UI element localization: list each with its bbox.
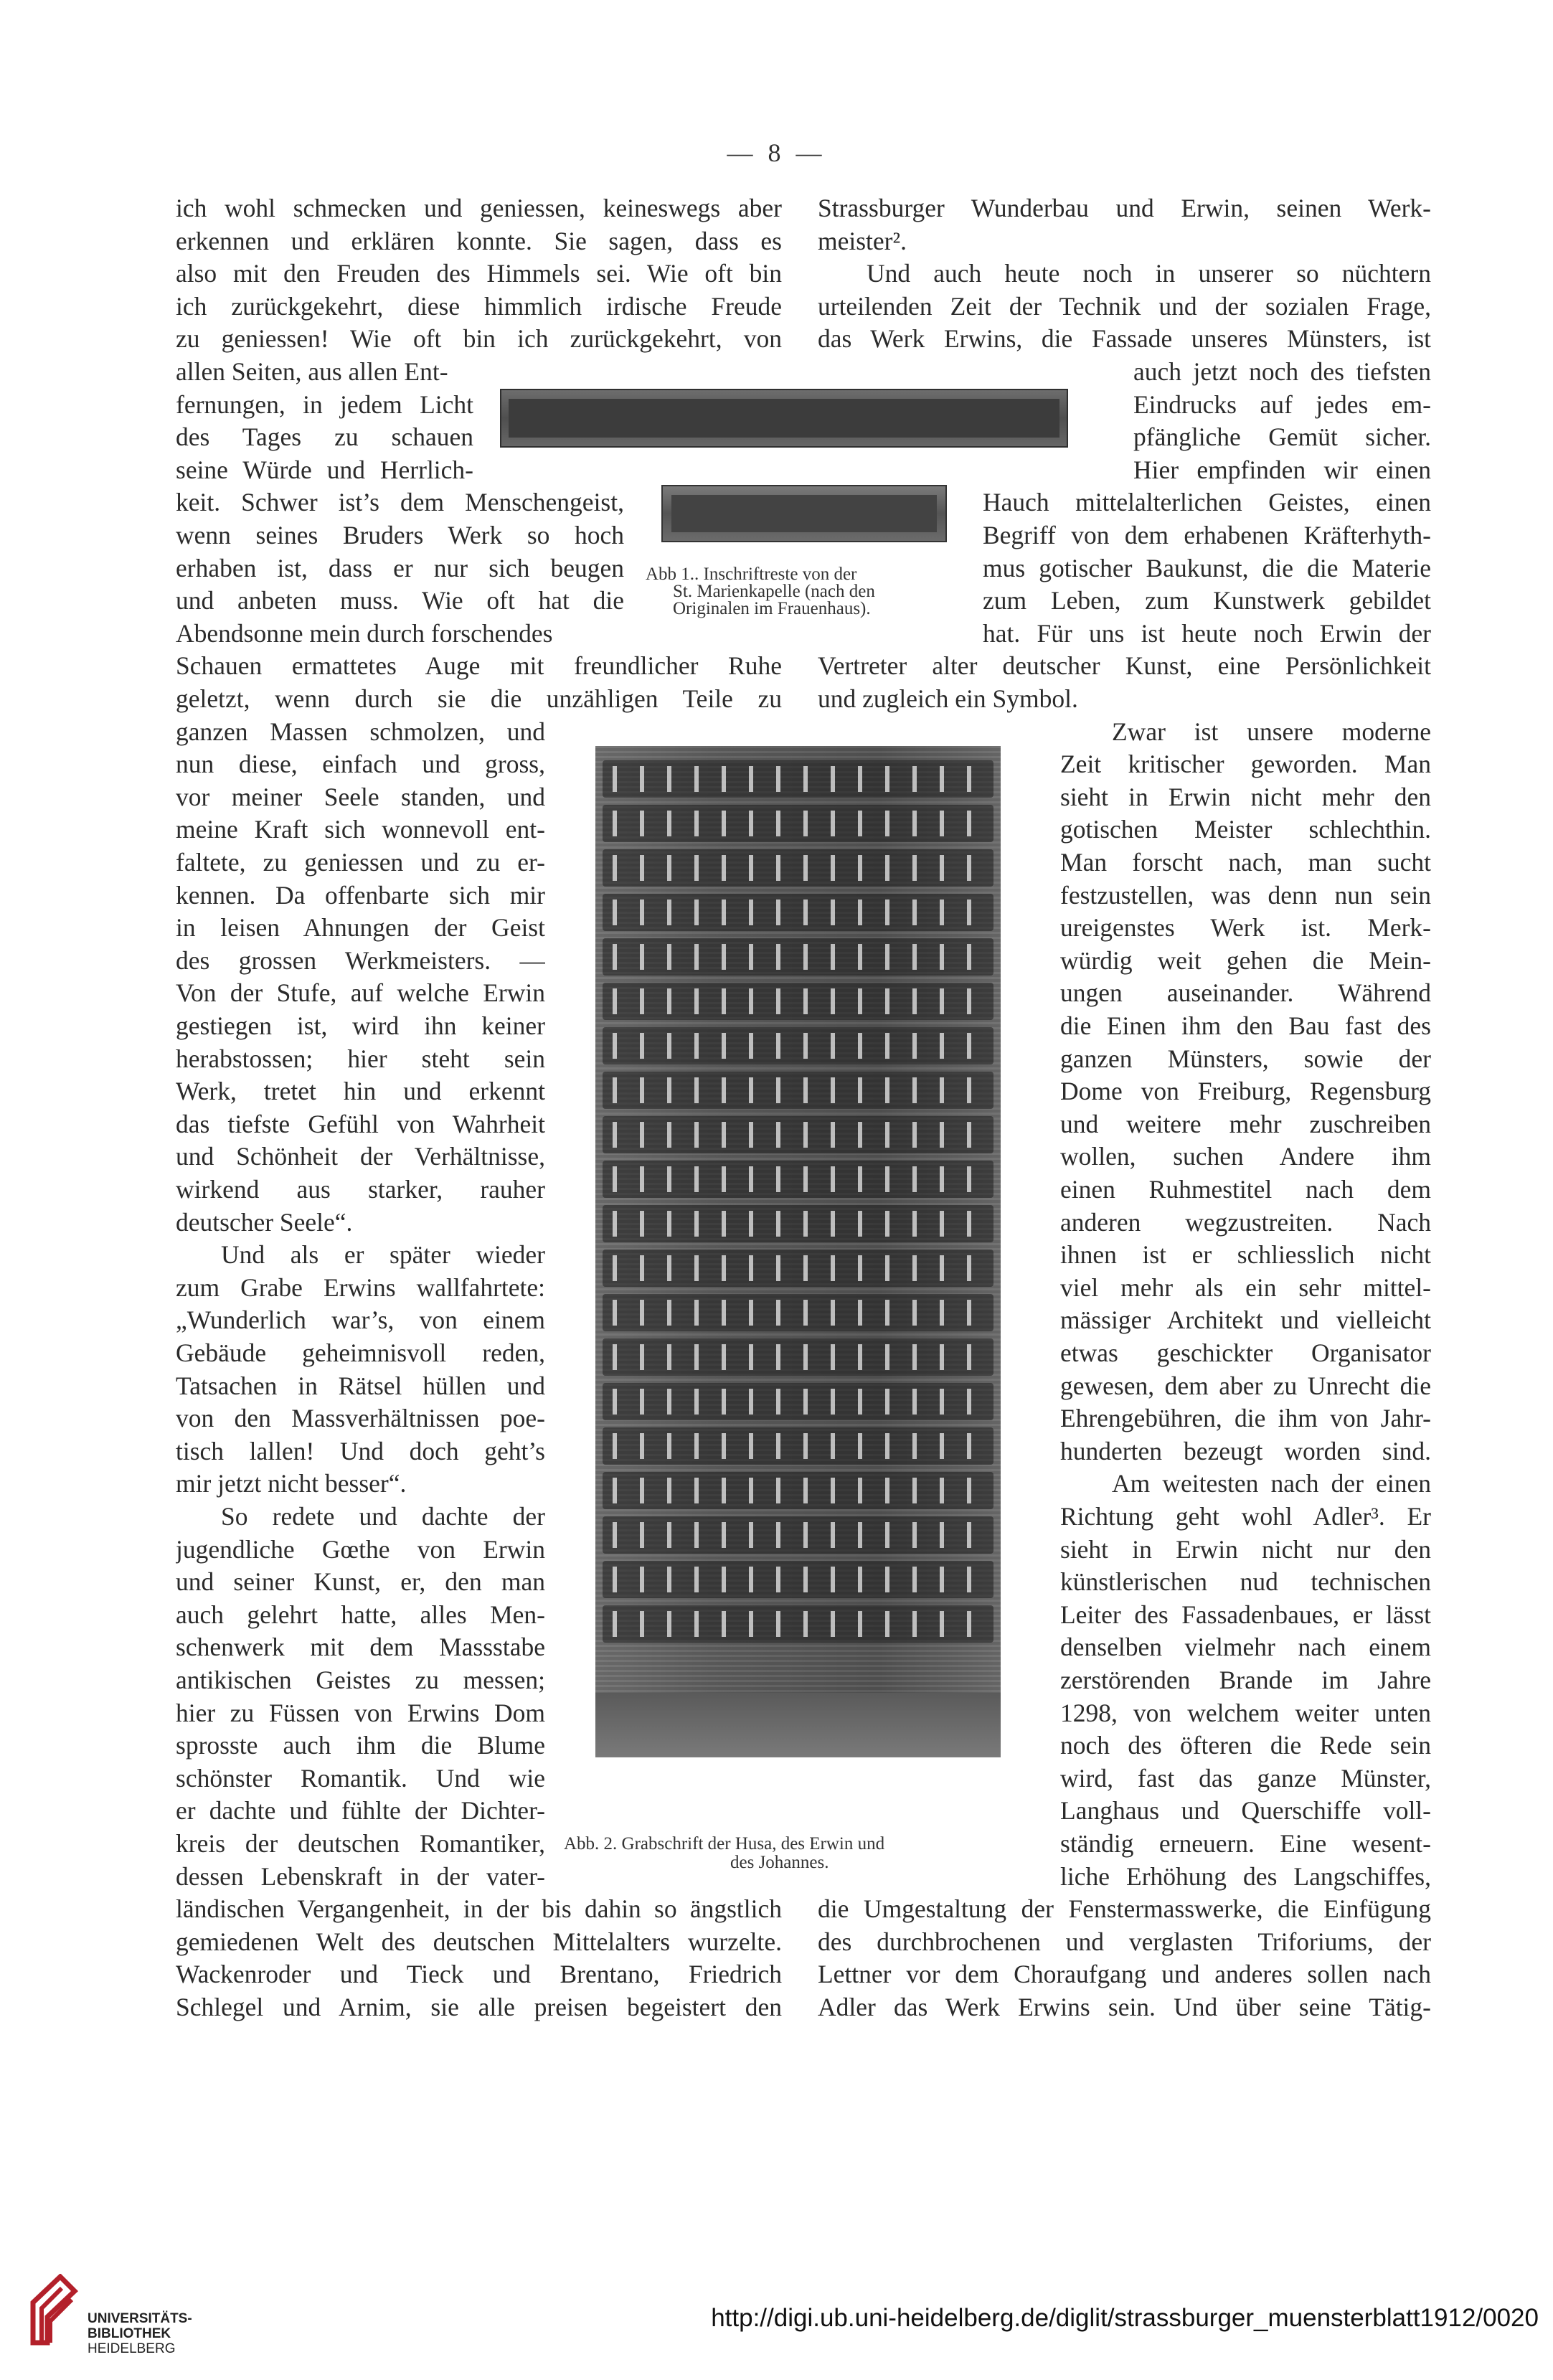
left-column-line: Werk, tretet hin und erkennt: [176, 1077, 545, 1106]
inscription-row: [603, 1205, 993, 1242]
left-column-line: in leisen Ahnungen der Geist: [176, 913, 545, 943]
left-column-line: fernungen, in jedem Licht: [176, 389, 473, 419]
left-column-line: Von der Stufe, auf welche Erwin: [176, 978, 545, 1008]
right-column-line: sieht in Erwin nicht mehr den: [1060, 782, 1431, 811]
right-column-line: die Einen ihm den Bau fast des: [1060, 1011, 1431, 1040]
right-column-line: festzustellen, was denn nun sein: [1060, 880, 1431, 910]
left-column-line: wenn seines Bruders Werk so hoch: [176, 521, 624, 549]
inscription-row: [603, 1250, 993, 1287]
left-column-line: und Schönheit der Verhältnisse,: [176, 1142, 545, 1171]
right-column-line: zum Leben, zum Kunstwerk gebildet: [983, 586, 1431, 615]
right-column-line: Dome von Freiburg, Regensburg: [1060, 1077, 1431, 1106]
right-column-line: Zeit kritischer geworden. Man: [1060, 750, 1431, 779]
right-column-line: hat. Für uns ist heute noch Erwin der: [983, 618, 1431, 648]
left-column-line: keit. Schwer ist’s dem Menschengeist,: [176, 488, 624, 517]
right-column-line: pfängliche Gemüt sicher.: [1133, 422, 1431, 452]
right-column-line: anderen wegzustreiten. Nach: [1060, 1207, 1431, 1237]
figure1-caption-line-3: Originalen im Frauenhaus).: [673, 599, 871, 618]
right-column-line: einen Ruhmestitel nach dem: [1060, 1175, 1431, 1204]
right-column-line: gewesen, dem aber zu Unrecht die: [1060, 1371, 1431, 1400]
right-column-line: ungen auseinander. Während: [1060, 978, 1431, 1008]
inscription-row: [603, 1383, 993, 1420]
right-column-line: mässiger Architekt und vielleicht: [1060, 1305, 1431, 1335]
left-column-line: herabstossen; hier steht sein: [176, 1044, 545, 1073]
right-column-line: Eindrucks auf jedes em-: [1133, 389, 1431, 419]
inscription-row: [603, 849, 993, 887]
figure2-caption-line-2: des Johannes.: [730, 1853, 829, 1872]
inscription-fragment-image-2: [661, 485, 947, 542]
left-column-line: das tiefste Gefühl von Wahrheit: [176, 1109, 545, 1138]
inscription-row: [603, 1561, 993, 1598]
inscription-row: [603, 894, 993, 931]
inscription-row: [603, 1427, 993, 1465]
right-column-line: wollen, suchen Andere ihm: [1060, 1142, 1431, 1171]
inscription-fragment-image-1: [500, 389, 1068, 448]
inscription-row: [603, 1116, 993, 1153]
right-column-line: Langhaus und Querschiffe voll-: [1060, 1796, 1431, 1826]
left-column-line: gemiedenen Welt des deutschen Mittelalters wurzelte.: [176, 1927, 782, 1956]
right-column-line: des durchbrochenen und verglasten Triforiums, der: [818, 1927, 1431, 1956]
left-column-line: von den Massverhältnissen poe-: [176, 1404, 545, 1433]
figure1-caption-line-2: St. Marienkapelle (nach den: [673, 582, 875, 601]
library-logo-icon: [29, 2274, 80, 2353]
right-column-line: meister².: [818, 226, 907, 255]
right-column-line: urteilenden Zeit der Technik und der sozialen Frage,: [818, 291, 1431, 321]
right-column-line: und weitere mehr zuschreiben: [1060, 1109, 1431, 1138]
inscription-row: [603, 760, 993, 798]
right-column-line: liche Erhöhung des Langschiffes,: [1060, 1861, 1431, 1891]
left-column-line: und seiner Kunst, er, den man: [176, 1567, 545, 1597]
right-column-line: sieht in Erwin nicht nur den: [1060, 1534, 1431, 1564]
left-column-line: wirkend aus starker, rauher: [176, 1175, 545, 1204]
left-column-line: Schlegel und Arnim, sie alle preisen begeistert den: [176, 1993, 782, 2021]
left-column-line: allen Seiten, aus allen Ent-: [176, 357, 448, 386]
inscription-row: [603, 1294, 993, 1331]
right-column-line: Vertreter alter deutscher Kunst, eine Persönlichkeit: [818, 651, 1431, 681]
right-column-line: viel mehr als ein sehr mittel-: [1060, 1272, 1431, 1302]
right-column-line: Adler das Werk Erwins sein. Und über seine Tätig-: [818, 1993, 1431, 2021]
right-column-line: noch des öfteren die Rede sein: [1060, 1731, 1431, 1760]
left-column-line: Abendsonne mein durch forschendes: [176, 618, 553, 648]
right-column-line: Man forscht nach, man sucht: [1060, 848, 1431, 877]
inscription-row: [603, 1605, 993, 1643]
right-column-line: Leiter des Fassadenbaues, er lässt: [1060, 1600, 1431, 1629]
right-column-line: mus gotischer Baukunst, die die Materie: [983, 553, 1431, 582]
right-column-line: Begriff von dem erhabenen Kräfterhyth-: [983, 521, 1431, 549]
right-column-line: ihnen ist er schliesslich nicht: [1060, 1240, 1431, 1270]
left-column-line: des grossen Werkmeisters. —: [176, 945, 545, 975]
left-column-line: erhaben ist, dass er nur sich beugen: [176, 553, 624, 582]
grave-inscription-image: [595, 746, 1001, 1757]
right-column-line: Hauch mittelalterlichen Geistes, einen: [983, 488, 1431, 517]
right-column-line: wird, fast das ganze Münster,: [1060, 1763, 1431, 1793]
left-column-line: kennen. Da offenbarte sich mir: [176, 880, 545, 910]
right-column-line: Richtung geht wohl Adler³. Er: [1060, 1502, 1431, 1531]
right-column-line: Lettner vor dem Choraufgang und anderes sollen nach: [818, 1960, 1431, 1989]
left-column-line: schönster Romantik. Und wie: [176, 1763, 545, 1793]
left-column-line: ländischen Vergangenheit, in der bis dahin so ängstlich: [176, 1894, 782, 1924]
right-column-line: und zugleich ein Symbol.: [818, 684, 1078, 713]
left-column-line: tisch lallen! Und doch geht’s: [176, 1436, 545, 1465]
right-column-line: das Werk Erwins, die Fassade unseres Münsters, ist: [818, 324, 1431, 354]
page-number: — 8 —: [727, 138, 826, 167]
library-name-line-3: HEIDELBERG: [88, 2341, 176, 2356]
right-column-line: Am weitesten nach der einen: [1112, 1469, 1431, 1498]
left-column-line: jugendliche Gœthe von Erwin: [176, 1534, 545, 1564]
inscription-row: [603, 983, 993, 1020]
right-column-line: Hier empfinden wir einen: [1133, 455, 1431, 484]
left-column-line: ich zurückgekehrt, diese himmlich irdische Freude: [176, 291, 782, 321]
inscription-row: [603, 1472, 993, 1509]
left-column-line: hier zu Füssen von Erwins Dom: [176, 1698, 545, 1727]
right-column-line: Ehrengebühren, die ihm von Jahr-: [1060, 1404, 1431, 1433]
figure1-caption-line-1: Abb 1.. Inschriftreste von der: [646, 565, 857, 584]
left-column-line: Wackenroder und Tieck und Brentano, Friedrich: [176, 1960, 782, 1989]
right-column-line: zerstörenden Brande im Jahre: [1060, 1666, 1431, 1694]
left-column-line: erkennen und erklären konnte. Sie sagen, dass es: [176, 226, 782, 255]
inscription-row: [603, 1072, 993, 1109]
left-column-line: nun diese, einfach und gross,: [176, 750, 545, 779]
right-column-line: 1298, von welchem weiter unten: [1060, 1698, 1431, 1727]
right-column-line: ganzen Münsters, sowie der: [1060, 1044, 1431, 1073]
inscription-row: [603, 1027, 993, 1064]
left-column-line: sprosste auch ihm die Blume: [176, 1731, 545, 1760]
left-column-line: kreis der deutschen Romantiker,: [176, 1829, 545, 1858]
inscription-row: [603, 1516, 993, 1554]
left-column-line: „Wunderlich war’s, von einem: [176, 1305, 545, 1335]
left-column-line: Schauen ermattetes Auge mit freundlicher Ruhe: [176, 651, 782, 681]
right-column-line: Strassburger Wunderbau und Erwin, seinen Werk-: [818, 194, 1431, 222]
left-column-line: deutscher Seele“.: [176, 1207, 353, 1237]
left-column-line: also mit den Freuden des Himmels sei. Wie oft bin: [176, 259, 782, 288]
right-column-line: etwas geschickter Organisator: [1060, 1338, 1431, 1367]
figure2-caption-line-1: Abb. 2. Grabschrift der Husa, des Erwin und: [564, 1834, 885, 1854]
library-name-line-1: UNIVERSITÄTS-: [88, 2311, 192, 2326]
left-column-line: auch gelehrt hatte, alles Men-: [176, 1600, 545, 1629]
left-column-line: faltete, zu geniessen und zu er-: [176, 848, 545, 877]
left-column-line: ganzen Massen schmolzen, und: [176, 717, 545, 746]
left-column-line: Tatsachen in Rätsel hüllen und: [176, 1371, 545, 1400]
left-column-line: gestiegen ist, wird ihn keiner: [176, 1011, 545, 1040]
right-column-line: ständig erneuern. Eine wesent-: [1060, 1829, 1431, 1858]
left-column-line: Und als er später wieder: [221, 1240, 545, 1270]
left-column-line: zum Grabe Erwins wallfahrtete:: [176, 1272, 545, 1302]
right-column-line: künstlerischen nud technischen: [1060, 1567, 1431, 1597]
left-column-line: er dachte und fühlte der Dichter-: [176, 1796, 545, 1826]
inscription-row: [603, 1338, 993, 1376]
left-column-line: dessen Lebenskraft in der vater-: [176, 1861, 545, 1891]
left-column-line: ich wohl schmecken und geniessen, keineswegs aber: [176, 194, 782, 222]
right-column-line: die Umgestaltung der Fenstermasswerke, die Einfügung: [818, 1894, 1431, 1924]
inscription-row: [603, 938, 993, 976]
right-column-line: Und auch heute noch in unserer so nüchtern: [867, 259, 1431, 288]
left-column-line: vor meiner Seele standen, und: [176, 782, 545, 811]
right-column-line: auch jetzt noch des tiefsten: [1133, 357, 1431, 386]
left-column-line: meine Kraft sich wonnevoll ent-: [176, 815, 545, 844]
left-column-line: Gebäude geheimnisvoll reden,: [176, 1338, 545, 1367]
right-column-line: ureigenstes Werk ist. Merk-: [1060, 913, 1431, 943]
left-column-line: und anbeten muss. Wie oft hat die: [176, 586, 624, 615]
left-column-line: schenwerk mit dem Massstabe: [176, 1633, 545, 1662]
right-column-line: würdig weit gehen die Mein-: [1060, 945, 1431, 975]
right-column-line: denselben vielmehr nach einem: [1060, 1633, 1431, 1662]
left-column-line: zu geniessen! Wie oft bin ich zurückgekehrt, von: [176, 324, 782, 354]
left-column-line: mir jetzt nicht besser“.: [176, 1469, 407, 1498]
inscription-row: [603, 805, 993, 842]
library-name-line-2: BIBLIOTHEK: [88, 2326, 171, 2341]
inscription-row: [603, 1161, 993, 1198]
right-column-line: hunderten bezeugt worden sind.: [1060, 1436, 1431, 1465]
source-url-link[interactable]: http://digi.ub.uni-heidelberg.de/diglit/strassburger_muensterblatt1912/0020: [711, 2304, 1539, 2332]
right-column-line: gotischen Meister schlechthin.: [1060, 815, 1431, 844]
left-column-line: geletzt, wenn durch sie die unzähligen Teile zu: [176, 684, 782, 713]
left-column-line: des Tages zu schauen: [176, 422, 473, 452]
left-column-line: antikischen Geistes zu messen;: [176, 1666, 545, 1694]
left-column-line: So redete und dachte der: [221, 1502, 545, 1531]
left-column-line: seine Würde und Herrlich-: [176, 455, 473, 484]
right-column-line: Zwar ist unsere moderne: [1112, 717, 1431, 746]
